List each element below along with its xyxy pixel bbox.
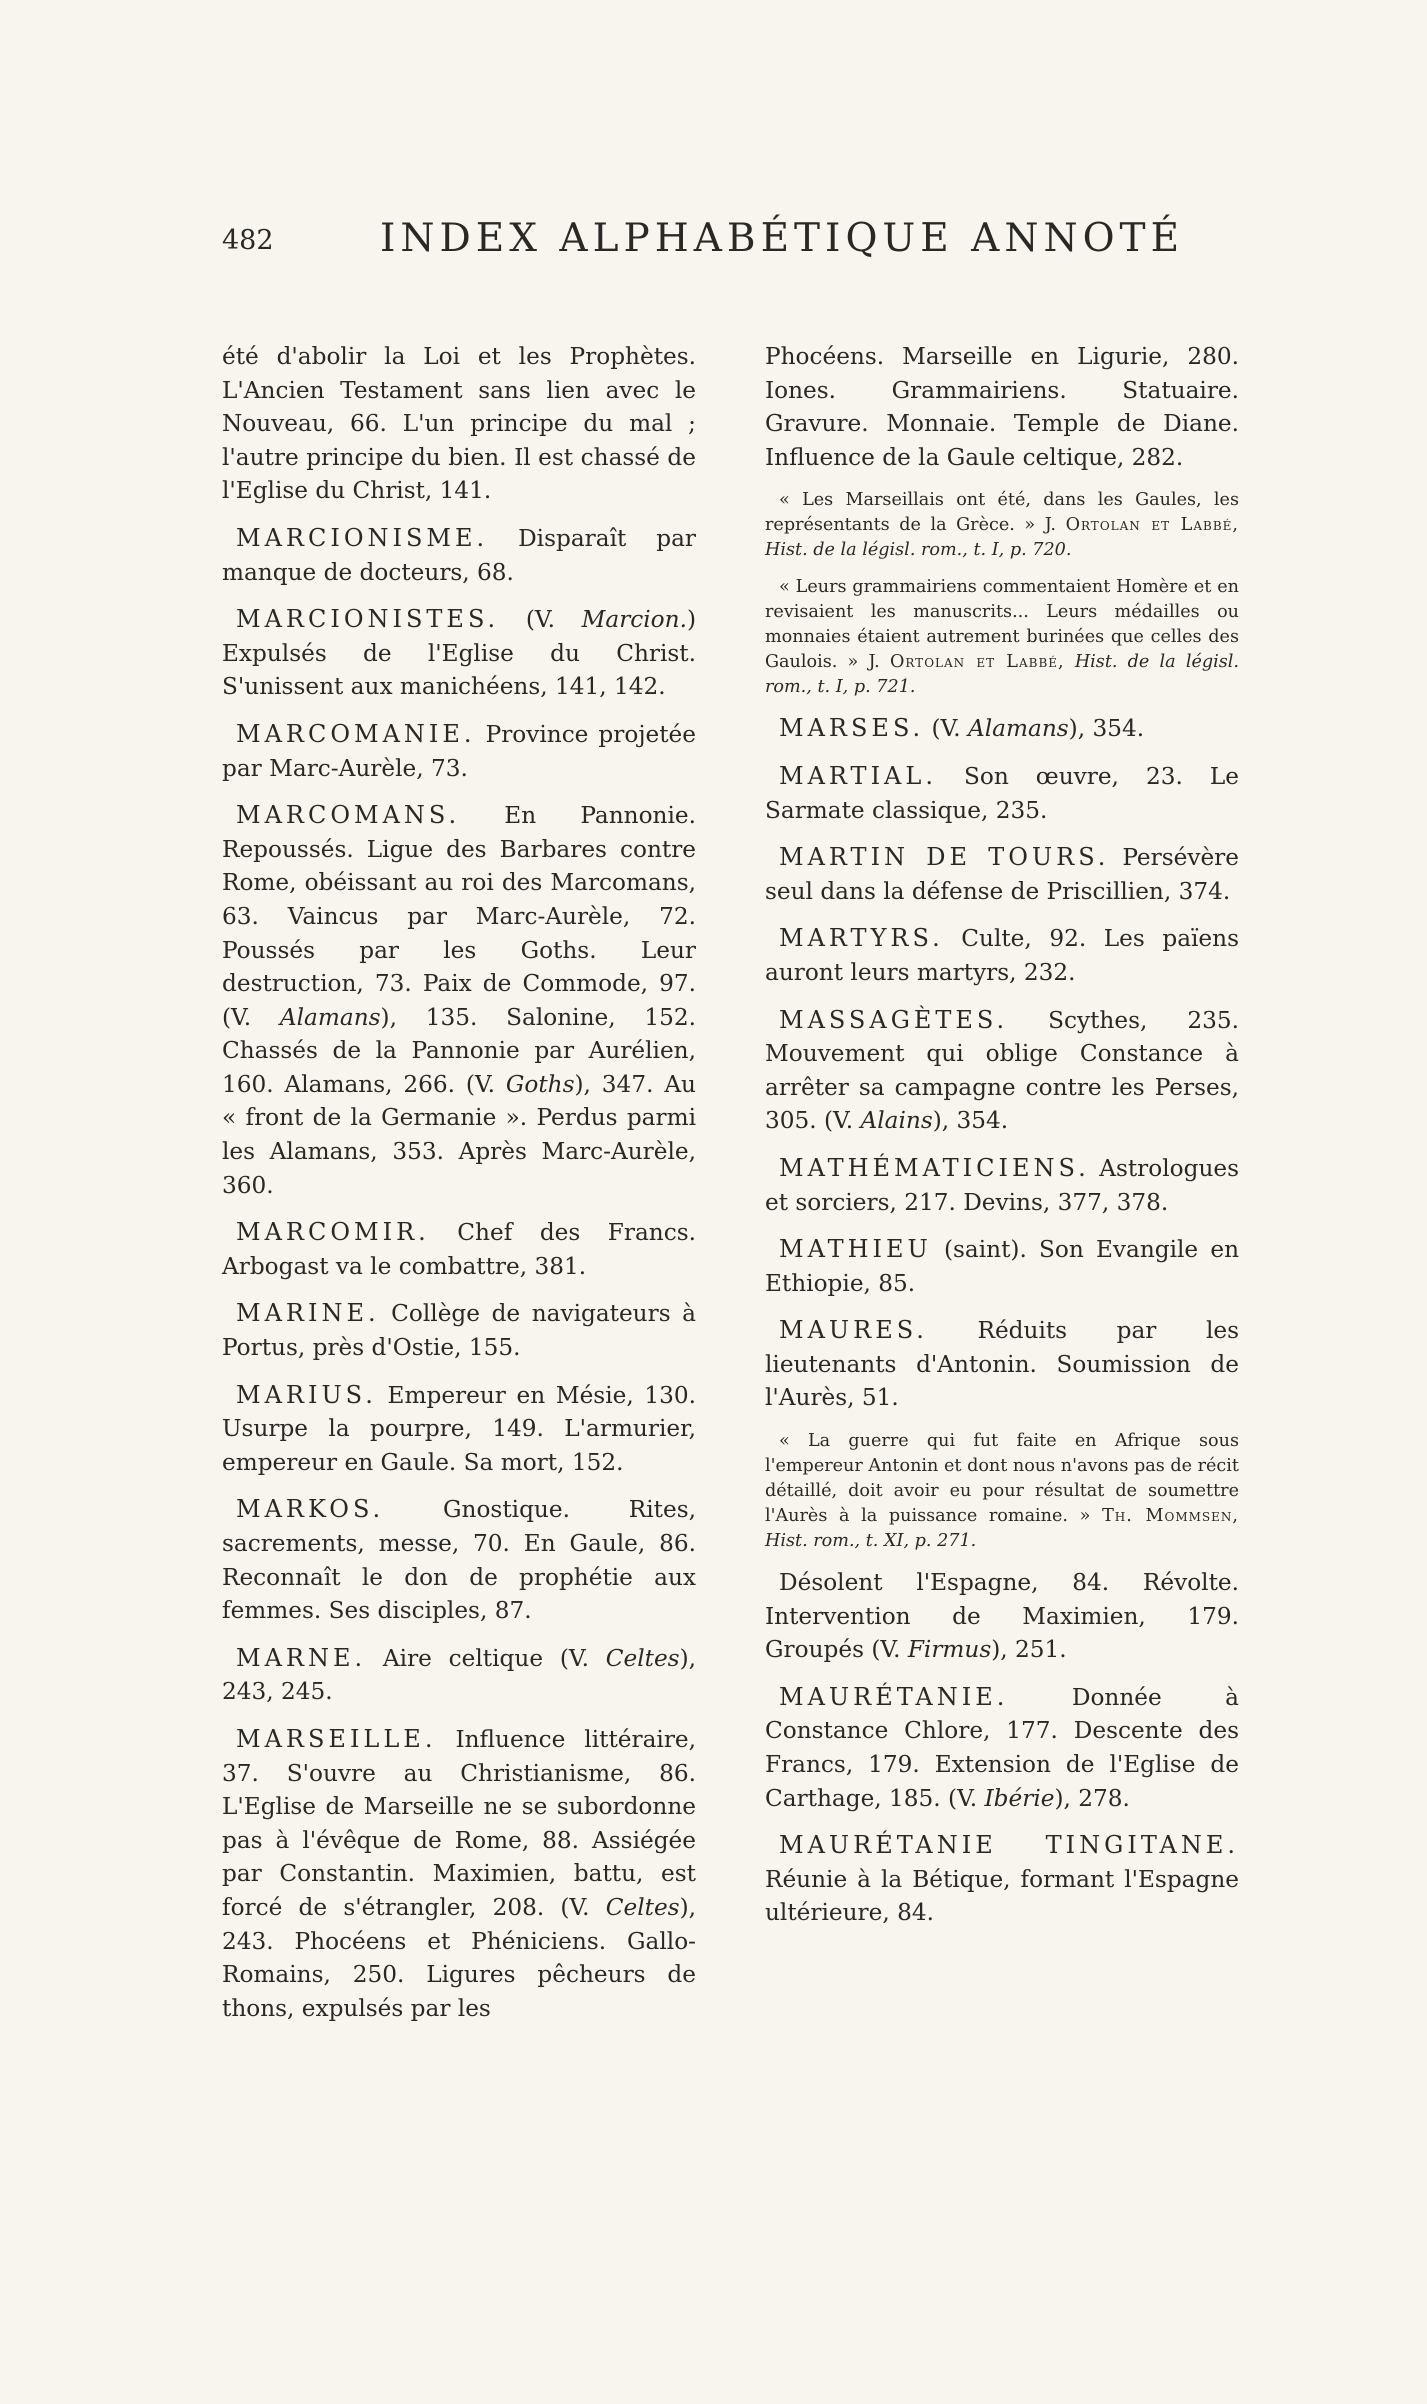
quote-text: « Les Marseillais ont été, dans les Gaules, les représentants de la Grèce. » J. bbox=[765, 490, 1239, 536]
entry-text: Réunie à la Bétique, formant l'Espagne ultérieure, 84. bbox=[765, 1865, 1239, 1927]
index-entry bbox=[222, 799, 696, 1202]
headword: MAURES. bbox=[779, 1316, 928, 1345]
quotation bbox=[765, 1429, 1239, 1554]
cross-reference: Firmus bbox=[907, 1636, 992, 1664]
entry-continuation bbox=[222, 340, 696, 508]
entry-text: ), 251. bbox=[991, 1636, 1067, 1664]
quote-source: Hist. rom., t. XI, p. 271. bbox=[765, 1531, 977, 1552]
headword: MASSAGÈTES. bbox=[779, 1005, 1009, 1034]
headword: MARCOMANS. bbox=[236, 801, 461, 830]
headword: MARCOMANIE. bbox=[236, 719, 476, 748]
entry-text: En Pannonie. Repoussés. Ligue des Barbares contre Rome, obéissant au roi des Marcomans, 63. Vaincus par Marc-Aurèle, 72. Poussés par les Goths. Leur destruction, 73. Paix de Commode, 97. (V. bbox=[222, 802, 696, 1031]
quotation bbox=[765, 575, 1239, 700]
entry-text: Disparaît par manque de docteurs, 68. bbox=[222, 524, 696, 586]
entry-text: ) Expulsés de l'Eglise du Christ. S'unissent aux manichéens, 141, 142. bbox=[222, 606, 696, 701]
index-entry bbox=[765, 1829, 1239, 1930]
entry-text: Gnostique. Rites, sacrements, messe, 70. En Gaule, 86. Reconnaît le don de prophétie aux femmes. Ses disciples, 87. bbox=[222, 1496, 696, 1625]
cross-reference: Alains bbox=[860, 1107, 933, 1135]
index-entry bbox=[222, 718, 696, 785]
entry-text: ), 278. bbox=[1054, 1784, 1130, 1812]
entry-text: ), 135. Salonine, 152. Chassés de la Pannonie par Aurélien, 160. Alamans, 266. (V. bbox=[222, 1003, 696, 1098]
cross-reference: Alamans bbox=[968, 715, 1069, 743]
cross-reference: Marcion. bbox=[581, 606, 687, 634]
quote-author: Ortolan et Labbé, bbox=[1065, 515, 1239, 536]
headword: MAURÉTANIE. bbox=[779, 1682, 1009, 1711]
entry-text: Réduits par les lieutenants d'Antonin. Soumission de l'Aurès, 51. bbox=[765, 1317, 1239, 1412]
headword: MATHIEU bbox=[779, 1235, 932, 1264]
cross-reference: Alamans bbox=[279, 1003, 381, 1031]
entry-text: Culte, 92. Les païens auront leurs martyrs, 232. bbox=[765, 925, 1239, 986]
index-entry bbox=[765, 1233, 1239, 1300]
headword: MARCOMIR. bbox=[236, 1218, 430, 1247]
entry-text: Désolent l'Espagne, 84. Révolte. Intervention de Maximien, 179. Groupés (V. bbox=[765, 1569, 1239, 1664]
headword: MARSES. bbox=[779, 714, 925, 743]
entry-continuation bbox=[765, 1566, 1239, 1667]
entry-text: ), 243. Phocéens et Phéniciens. Gallo-Romains, 250. Ligures pêcheurs de thons, expulsés par les bbox=[222, 1893, 696, 2022]
page-number: 482 bbox=[222, 225, 274, 256]
cross-reference: Celtes bbox=[605, 1644, 680, 1672]
quote-text: « Leurs grammairiens commentaient Homère et en revisaient les manuscrits... Leurs médailles ou monnaies étaient autrement burinées que celles des Gaulois. » J. bbox=[765, 577, 1239, 673]
index-entry bbox=[765, 1152, 1239, 1219]
quote-author: Th. Mommsen, bbox=[1102, 1506, 1239, 1527]
entry-text: Phocéens. Marseille en Ligurie, 280. Iones. Grammairiens. Statuaire. Gravure. Monnaie. Temple de Diane. Influence de la Gaule celtique, 282. bbox=[765, 343, 1239, 471]
cross-reference: Celtes bbox=[605, 1893, 680, 1921]
quote-author: Ortolan et Labbé, bbox=[889, 652, 1065, 673]
entry-text: Scythes, 235. Mouvement qui oblige Constance à arrêter sa campagne contre les Perses, 305. (V. bbox=[765, 1006, 1239, 1135]
cross-reference: Ibérie bbox=[984, 1784, 1055, 1812]
entry-text: ), 354. bbox=[1068, 715, 1145, 743]
left-column bbox=[222, 340, 696, 2039]
entry-continuation bbox=[765, 340, 1239, 474]
index-entry bbox=[222, 522, 696, 589]
entry-text: Aire celtique (V. bbox=[366, 1644, 606, 1672]
entry-text: Chef des Francs. Arbogast va le combattre, 381. bbox=[222, 1219, 696, 1280]
index-entry bbox=[765, 841, 1239, 908]
index-entry bbox=[765, 922, 1239, 989]
entry-text: Province projetée par Marc-Aurèle, 73. bbox=[222, 720, 696, 782]
index-entry bbox=[222, 1642, 696, 1709]
right-column bbox=[765, 340, 1239, 1944]
index-entry bbox=[222, 1297, 696, 1364]
index-entry bbox=[222, 1379, 696, 1480]
entry-text: ), 347. Au « front de la Germanie ». Perdus parmi les Alamans, 353. Après Marc-Aurèle, 360. bbox=[222, 1070, 696, 1199]
entry-text: Donnée à Constance Chlore, 177. Descente des Francs, 179. Extension de l'Eglise de Carthage, 185. (V. bbox=[765, 1683, 1239, 1812]
index-entry bbox=[765, 1681, 1239, 1815]
headword: MARSEILLE. bbox=[236, 1724, 437, 1753]
cross-reference: Goths bbox=[505, 1070, 575, 1098]
quotation bbox=[765, 488, 1239, 563]
entry-text: Empereur en Mésie, 130. Usurpe la pourpre, 149. L'armurier, empereur en Gaule. Sa mort, 152. bbox=[222, 1381, 696, 1476]
quote-text: « La guerre qui fut faite en Afrique sous l'empereur Antonin et dont nous n'avons pas de récit détaillé, doit avoir eu pour résultat de soumettre l'Aurès à la puissance romaine. » bbox=[765, 1431, 1239, 1527]
headword: MATHÉMATICIENS. bbox=[779, 1153, 1090, 1182]
entry-text: ), 354. bbox=[932, 1107, 1009, 1135]
entry-text: été d'abolir la Loi et les Prophètes. L'Ancien Testament sans lien avec le Nouveau, 66. L'un principe du mal ; l'autre principe du bien. Il est chassé de l'Eglise du Christ, 141. bbox=[222, 343, 696, 505]
quote-source: Hist. de la législ. rom., t. I, p. 721. bbox=[765, 652, 1240, 698]
index-entry bbox=[765, 1314, 1239, 1415]
headword: MARCIONISME. bbox=[236, 523, 489, 552]
quote-source: Hist. de la législ. rom., t. I, p. 720. bbox=[765, 540, 1072, 561]
headword: MARTYRS. bbox=[779, 924, 944, 953]
index-entry bbox=[222, 1723, 696, 2025]
index-entry bbox=[765, 1004, 1239, 1138]
headword: MARINE. bbox=[236, 1299, 380, 1328]
entry-text: (saint). Son Evangile en Ethiopie, 85. bbox=[765, 1236, 1239, 1297]
headword: MARKOS. bbox=[236, 1495, 385, 1524]
index-entry bbox=[222, 1493, 696, 1627]
entry-text: Persévère seul dans la défense de Priscillien, 374. bbox=[765, 844, 1239, 905]
index-entry bbox=[222, 603, 696, 704]
index-entry bbox=[765, 760, 1239, 827]
entry-text: Astrologues et sorciers, 217. Devins, 377, 378. bbox=[765, 1154, 1239, 1216]
entry-text: ), 243, 245. bbox=[222, 1644, 696, 1706]
entry-text: Collège de navigateurs à Portus, près d'Ostie, 155. bbox=[222, 1300, 696, 1362]
headword: MARTIAL. bbox=[779, 761, 937, 790]
entry-text: Son œuvre, 23. Le Sarmate classique, 235. bbox=[765, 762, 1239, 824]
entry-text: (V. bbox=[499, 606, 582, 634]
index-entry bbox=[222, 1216, 696, 1283]
index-entry bbox=[765, 712, 1239, 746]
headword: MARIUS. bbox=[236, 1380, 377, 1409]
headword: MARCIONISTES. bbox=[236, 605, 500, 634]
headword: MARTIN DE TOURS. bbox=[779, 843, 1110, 872]
entry-text: Influence littéraire, 37. S'ouvre au Christianisme, 86. L'Eglise de Marseille ne se subordonne pas à l'évêque de Rome, 88. Assiégée par Constantin. Maximien, battu, est forcé de s'étrangler, 208. (V. bbox=[222, 1725, 696, 1921]
entry-text: (V. bbox=[924, 715, 969, 743]
running-title: INDEX ALPHABÉTIQUE ANNOTÉ bbox=[380, 216, 1185, 261]
headword: MAURÉTANIE TINGITANE. bbox=[779, 1831, 1239, 1860]
headword: MARNE. bbox=[236, 1643, 367, 1672]
